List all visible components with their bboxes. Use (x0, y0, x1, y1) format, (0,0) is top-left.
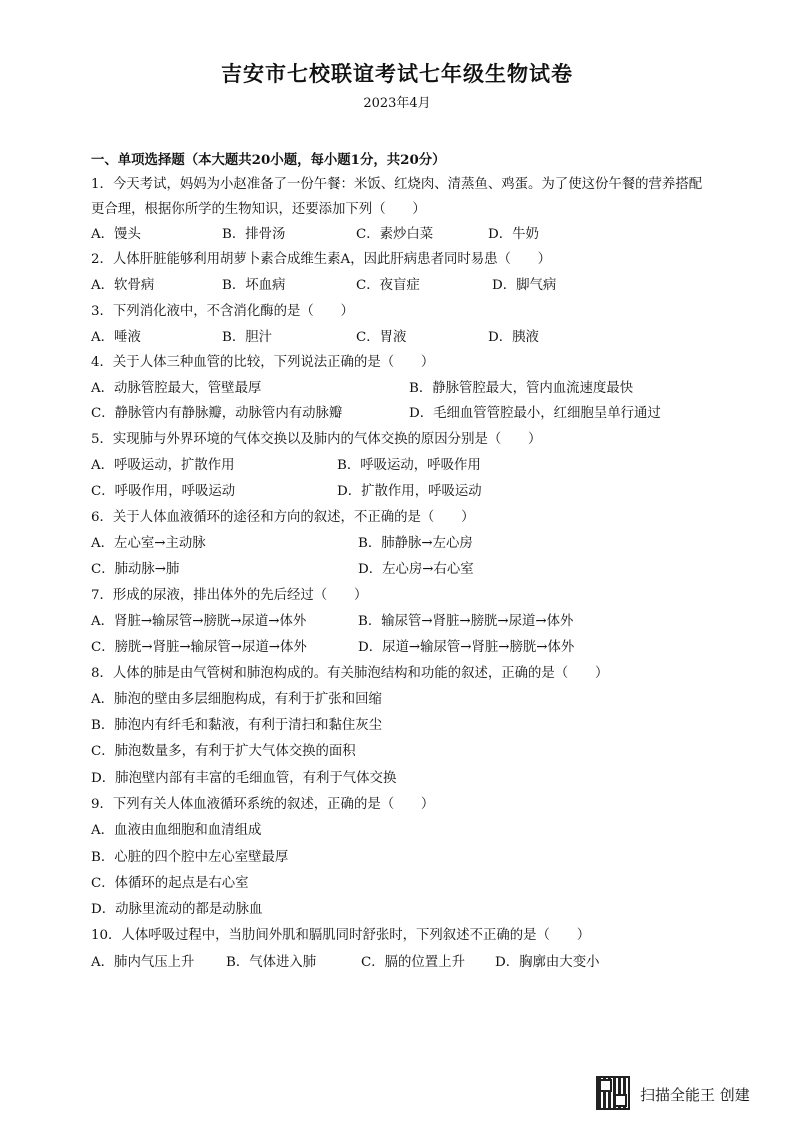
section-heading: 一、单项选择题（本大题共20小题，每小题1分，共20分） (91, 152, 446, 168)
question-4-stem: 4．关于人体三种血管的比较，下列说法正确的是（ ） (91, 355, 435, 370)
option-a: A．呼吸运动，扩散作用 (91, 458, 235, 473)
question-8-option-b: B．肺泡内有纤毛和黏液，有利于清扫和黏住灰尘 (91, 718, 383, 733)
option-a: A．动脉管腔最大，管壁最厚 (91, 381, 262, 396)
question-3-stem: 3．下列消化液中，不含消化酶的是（ ） (91, 304, 354, 319)
question-1-stem-line1: 1．今天考试，妈妈为小赵准备了一份午餐：米饭、红烧肉、清蒸鱼、鸡蛋。为了使这份午餐的营养搭配 (91, 177, 703, 192)
option-a: A．肺内气压上升 (91, 955, 195, 970)
option-c: C．呼吸作用，呼吸运动 (91, 484, 236, 499)
qr-code-icon (596, 1076, 630, 1110)
scanner-watermark (596, 1076, 776, 1112)
question-8-option-a: A．肺泡的壁由多层细胞构成，有利于扩张和回缩 (91, 692, 382, 707)
question-8-option-d: D．肺泡壁内部有丰富的毛细血管，有利于气体交换 (91, 771, 397, 786)
option-d: D．左心房→右心室 (358, 562, 474, 577)
option-d: D．尿道→输尿管→肾脏→膀胱→体外 (358, 640, 575, 655)
question-6-stem: 6．关于人体血液循环的途径和方向的叙述，不正确的是（ ） (91, 510, 475, 525)
option-a: A．肾脏→输尿管→膀胱→尿道→体外 (91, 614, 307, 629)
question-8-option-c: C．肺泡数量多，有利于扩大气体交换的面积 (91, 744, 356, 759)
question-9-option-b: B．心脏的四个腔中左心室壁最厚 (91, 850, 289, 865)
question-9-option-c: C．体循环的起点是右心室 (91, 876, 249, 891)
page-title: 吉安市七校联谊考试七年级生物试卷 (221, 61, 573, 86)
option-c: C．膀胱→肾脏→输尿管→尿道→体外 (91, 640, 307, 655)
option-d: D．胰液 (488, 330, 539, 345)
option-d: D．胸廓由大变小 (495, 955, 600, 970)
option-a: A．左心室→主动脉 (91, 536, 206, 551)
scanner-label: 扫描全能王 创建 (640, 1086, 750, 1104)
option-c: C．夜盲症 (356, 278, 420, 293)
question-9-option-d: D．动脉里流动的都是动脉血 (91, 902, 263, 917)
option-b: B．坏血病 (222, 278, 286, 293)
option-d: D．牛奶 (488, 227, 539, 242)
option-a: A．唾液 (91, 330, 141, 345)
question-5-stem: 5．实现肺与外界环境的气体交换以及肺内的气体交换的原因分别是（ ） (91, 432, 542, 447)
option-b: B．输尿管→肾脏→膀胱→尿道→体外 (358, 614, 574, 629)
option-c: C．膈的位置上升 (361, 955, 465, 970)
question-7-stem: 7．形成的尿液，排出体外的先后经过（ ） (91, 588, 368, 603)
question-8-stem: 8．人体的肺是由气管树和肺泡构成的。有关肺泡结构和功能的叙述，正确的是（ ） (91, 666, 609, 681)
option-b: B．胆汁 (222, 330, 273, 345)
option-d: D．脚气病 (492, 278, 557, 293)
option-c: C．胃液 (356, 330, 407, 345)
option-b: B．排骨汤 (222, 227, 286, 242)
option-c: C．肺动脉→肺 (91, 562, 180, 577)
option-d: D．毛细血管管腔最小，红细胞呈单行通过 (409, 406, 661, 421)
question-9-stem: 9．下列有关人体血液循环系统的叙述，正确的是（ ） (91, 797, 435, 812)
question-2-stem: 2．人体肝脏能够利用胡萝卜素合成维生素A，因此肝病患者同时易患（ ） (91, 252, 552, 267)
question-9-option-a: A．血液由血细胞和血清组成 (91, 823, 262, 838)
question-10-stem: 10．人体呼吸过程中，当肋间外肌和膈肌同时舒张时，下列叙述不正确的是（ ） (91, 928, 591, 943)
option-b: B．呼吸运动，呼吸作用 (337, 458, 481, 473)
option-b: B．肺静脉→左心房 (358, 536, 473, 551)
question-1-stem-line2: 更合理，根据你所学的生物知识，还要添加下列（ ） (91, 202, 426, 217)
option-c: C．静脉管内有静脉瓣，动脉管内有动脉瓣 (91, 406, 343, 421)
option-b: B．静脉管腔最大，管内血流速度最快 (409, 381, 634, 396)
option-a: A．馒头 (91, 227, 141, 242)
option-c: C．素炒白菜 (356, 227, 434, 242)
exam-date: 2023年4月 (363, 96, 431, 111)
option-d: D．扩散作用，呼吸运动 (337, 484, 482, 499)
option-b: B．气体进入肺 (226, 955, 317, 970)
option-a: A．软骨病 (91, 278, 155, 293)
